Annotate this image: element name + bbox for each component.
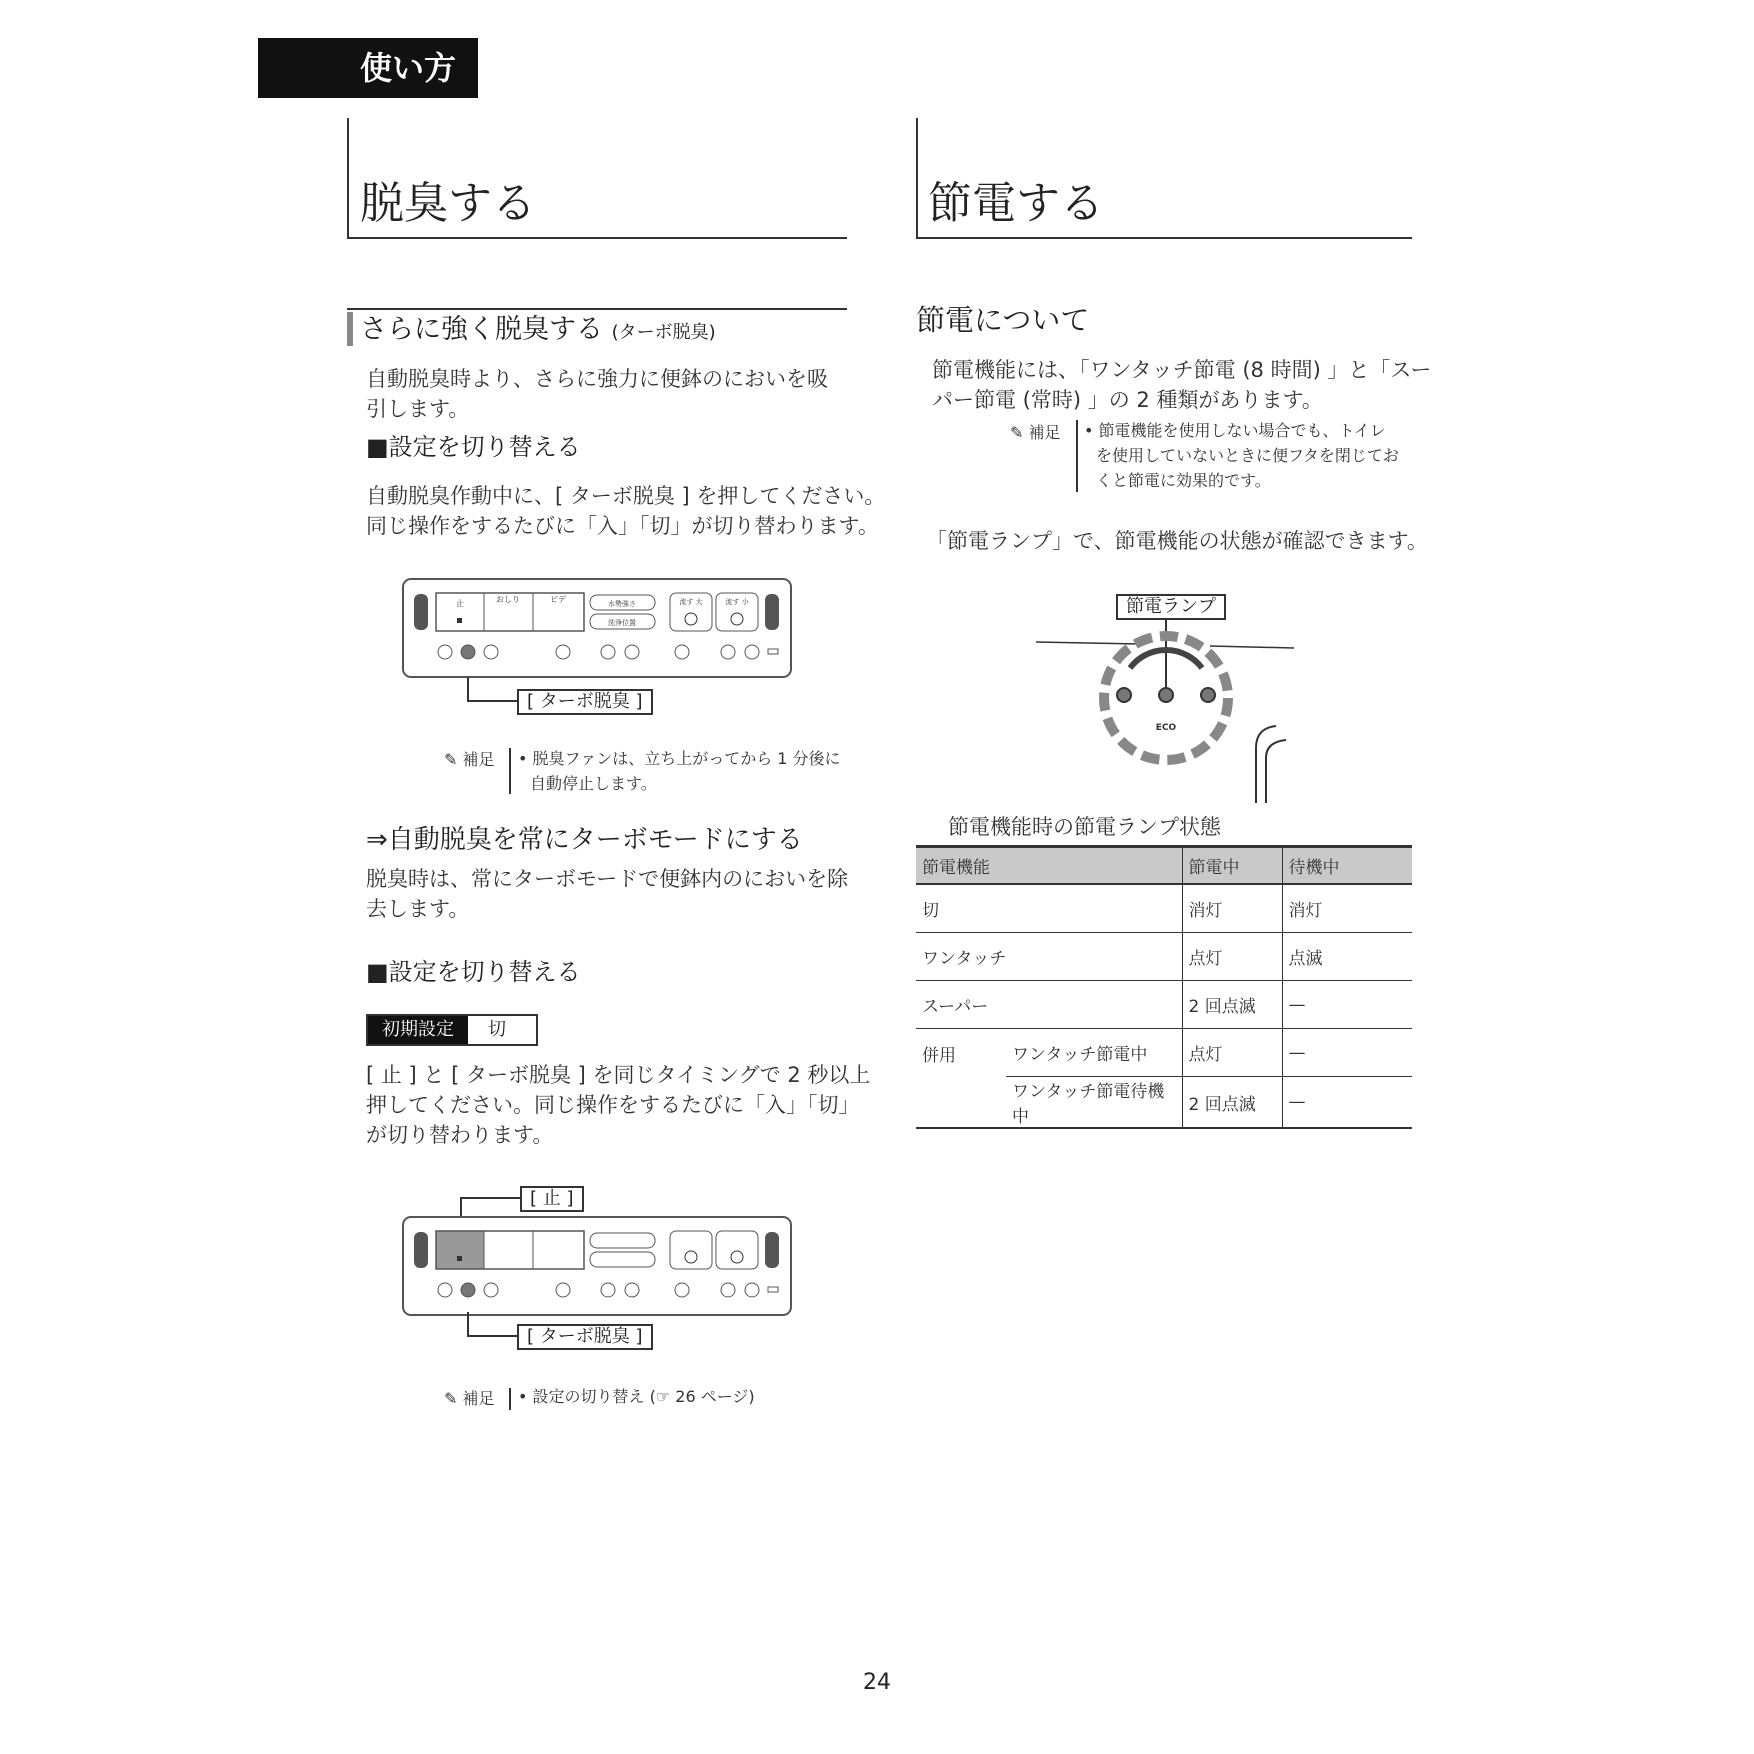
heading-auto-turbo: ⇒自動脱臭を常にターボモードにする bbox=[366, 825, 803, 855]
remote-panel-diagram bbox=[400, 576, 795, 681]
lamp-description: 「節電ランプ」で、節電機能の状態が確認できます。 bbox=[926, 529, 1428, 553]
table-cell: ワンタッチ節電中 bbox=[1006, 1029, 1182, 1077]
turbo-step-line: 同じ操作をするたびに「入」「切」が切り替わります。 bbox=[366, 514, 879, 538]
panel-position-label: 洗浄位置 bbox=[608, 619, 636, 627]
table-row bbox=[916, 1029, 1412, 1077]
intro-line: パー節電 (常時) 」の 2 種類があります。 bbox=[932, 388, 1323, 412]
callout-turbo-button: [ ターボ脱臭 ] bbox=[517, 689, 653, 715]
table-cell: — bbox=[1288, 1092, 1306, 1112]
note-label bbox=[444, 747, 495, 770]
step-line: [ 止 ] と [ ターボ脱臭 ] を同じタイミングで 2 秒以上 bbox=[366, 1063, 871, 1087]
panel-flush-small: 流す 小 bbox=[725, 598, 749, 606]
table-cell: 消灯 bbox=[1182, 884, 1282, 933]
table-cell: スーパー bbox=[916, 981, 1182, 1029]
subheading-turbo bbox=[360, 314, 716, 349]
table-cell: — bbox=[1288, 1042, 1306, 1063]
initial-setting-badge bbox=[366, 1014, 538, 1046]
table-row bbox=[916, 933, 1412, 981]
table-cell-combined: 併用 bbox=[916, 1029, 1006, 1129]
turbo-intro-line: 引します。 bbox=[366, 397, 470, 421]
table-cell: 消灯 bbox=[1288, 901, 1323, 921]
panel-bidet-label: ビデ bbox=[550, 595, 566, 604]
callout-leader bbox=[467, 1335, 517, 1337]
intro-line: 節電機能には、「ワンタッチ節電 (8 時間) 」と「スー bbox=[932, 358, 1432, 382]
subheading-rule bbox=[347, 308, 847, 310]
table-row bbox=[916, 884, 1412, 933]
note-line: • 脱臭ファンは、立ち上がってから 1 分後に bbox=[518, 749, 841, 768]
table-cell: ワンタッチ節電待機中 bbox=[1006, 1077, 1182, 1129]
turbo-step bbox=[366, 481, 885, 541]
page-title-deodorize: 脱臭する bbox=[360, 178, 536, 229]
turbo-intro bbox=[366, 364, 828, 424]
callout-leader bbox=[467, 1312, 469, 1336]
note-label-text: 補足 bbox=[1028, 423, 1061, 442]
lamp-state-table bbox=[916, 845, 1412, 1129]
callout-leader bbox=[460, 1197, 520, 1199]
page-title-power-saving: 節電する bbox=[928, 178, 1104, 229]
callout-leader bbox=[467, 700, 517, 702]
turbo-step-line: 自動脱臭作動中に、[ ターボ脱臭 ] を押してください。 bbox=[366, 484, 886, 508]
table-row bbox=[916, 981, 1412, 1029]
subheading-about-power-saving: 節電について bbox=[916, 303, 1090, 337]
callout-stop-button: [ 止 ] bbox=[520, 1186, 584, 1212]
power-saving-intro bbox=[932, 355, 1431, 415]
desc-line: 脱臭時は、常にターボモードで便鉢内のにおいを除 bbox=[366, 867, 849, 891]
heading-switch-setting-2: ■設定を切り替える bbox=[366, 958, 581, 986]
note-label bbox=[444, 1386, 495, 1409]
note-line: 自動停止します。 bbox=[530, 774, 657, 793]
note-power-saving bbox=[1084, 418, 1399, 493]
panel-pressure-label: 水勢強さ bbox=[608, 600, 636, 608]
table-cell: 切 bbox=[916, 884, 1182, 933]
pencil-icon: ✎ bbox=[444, 1389, 458, 1408]
callout-power-lamp: 節電ランプ bbox=[1116, 594, 1226, 620]
turbo-intro-line: 自動脱臭時より、さらに強力に便鉢のにおいを吸 bbox=[366, 367, 828, 391]
pencil-icon: ✎ bbox=[444, 750, 458, 769]
table-cell: ワンタッチ bbox=[916, 933, 1182, 981]
eco-label: ECO bbox=[1155, 723, 1177, 733]
panel-flush-large: 流す 大 bbox=[679, 598, 703, 606]
table-cell: 2 回点滅 bbox=[1182, 981, 1282, 1029]
note-divider bbox=[509, 748, 511, 794]
pencil-icon: ✎ bbox=[1010, 423, 1024, 442]
page-number: 24 bbox=[863, 1670, 891, 1695]
subheading-marker bbox=[347, 312, 353, 346]
step-line: が切り替わります。 bbox=[366, 1123, 554, 1147]
table-cell: 点灯 bbox=[1182, 1029, 1282, 1077]
left-title-rule-vertical bbox=[347, 118, 349, 238]
subheading-turbo-text: さらに強く脱臭する bbox=[360, 314, 603, 345]
note-label bbox=[1010, 420, 1061, 443]
table-cell: 2 回点滅 bbox=[1182, 1077, 1282, 1129]
subheading-turbo-note: (ターボ脱臭) bbox=[611, 322, 716, 343]
note-line: くと節電に効果的です。 bbox=[1096, 471, 1271, 490]
callout-leader bbox=[467, 677, 469, 701]
note-line: • 節電機能を使用しない場合でも、トイレ bbox=[1084, 421, 1386, 440]
note-line: を使用していないときに便フタを閉じてお bbox=[1096, 446, 1399, 465]
note-label-text: 補足 bbox=[462, 1389, 495, 1408]
note-fan-stop bbox=[518, 746, 841, 796]
callout-turbo-button-2: [ ターボ脱臭 ] bbox=[517, 1324, 653, 1350]
table-cell: — bbox=[1288, 994, 1306, 1015]
initial-setting-label: 初期設定 bbox=[368, 1016, 468, 1044]
table-caption: 節電機能時の節電ランプ状態 bbox=[948, 815, 1221, 839]
panel-oshiri-label: おしり bbox=[496, 595, 520, 604]
note-setting-switch: • 設定の切り替え (☞ 26 ページ) bbox=[518, 1387, 755, 1406]
right-title-rule-vertical bbox=[916, 118, 918, 238]
panel-stop-label: 止 bbox=[456, 599, 464, 608]
table-cell: 点滅 bbox=[1288, 949, 1323, 969]
initial-setting-value: 切 bbox=[488, 1019, 506, 1040]
section-header-label: 使い方 bbox=[258, 38, 478, 98]
note-divider bbox=[509, 1388, 511, 1410]
table-header-row bbox=[916, 847, 1412, 885]
left-title-rule-horizontal bbox=[347, 237, 847, 239]
note-divider bbox=[1076, 420, 1078, 492]
note-label-text: 補足 bbox=[462, 750, 495, 769]
step-line: 押してください。同じ操作をするたびに「入」「切」 bbox=[366, 1093, 860, 1117]
auto-turbo-desc bbox=[366, 864, 848, 924]
desc-line: 去します。 bbox=[366, 897, 470, 921]
header-cell: 待機中 bbox=[1282, 847, 1412, 885]
remote-panel-diagram-2 bbox=[400, 1214, 795, 1319]
combo-step bbox=[366, 1060, 870, 1150]
heading-switch-setting: ■設定を切り替える bbox=[366, 433, 581, 461]
header-cell: 節電中 bbox=[1182, 847, 1282, 885]
right-title-rule-horizontal bbox=[916, 237, 1412, 239]
power-lamp-diagram bbox=[1030, 618, 1300, 808]
table-cell: 点灯 bbox=[1182, 933, 1282, 981]
header-cell: 節電機能 bbox=[916, 847, 1182, 885]
